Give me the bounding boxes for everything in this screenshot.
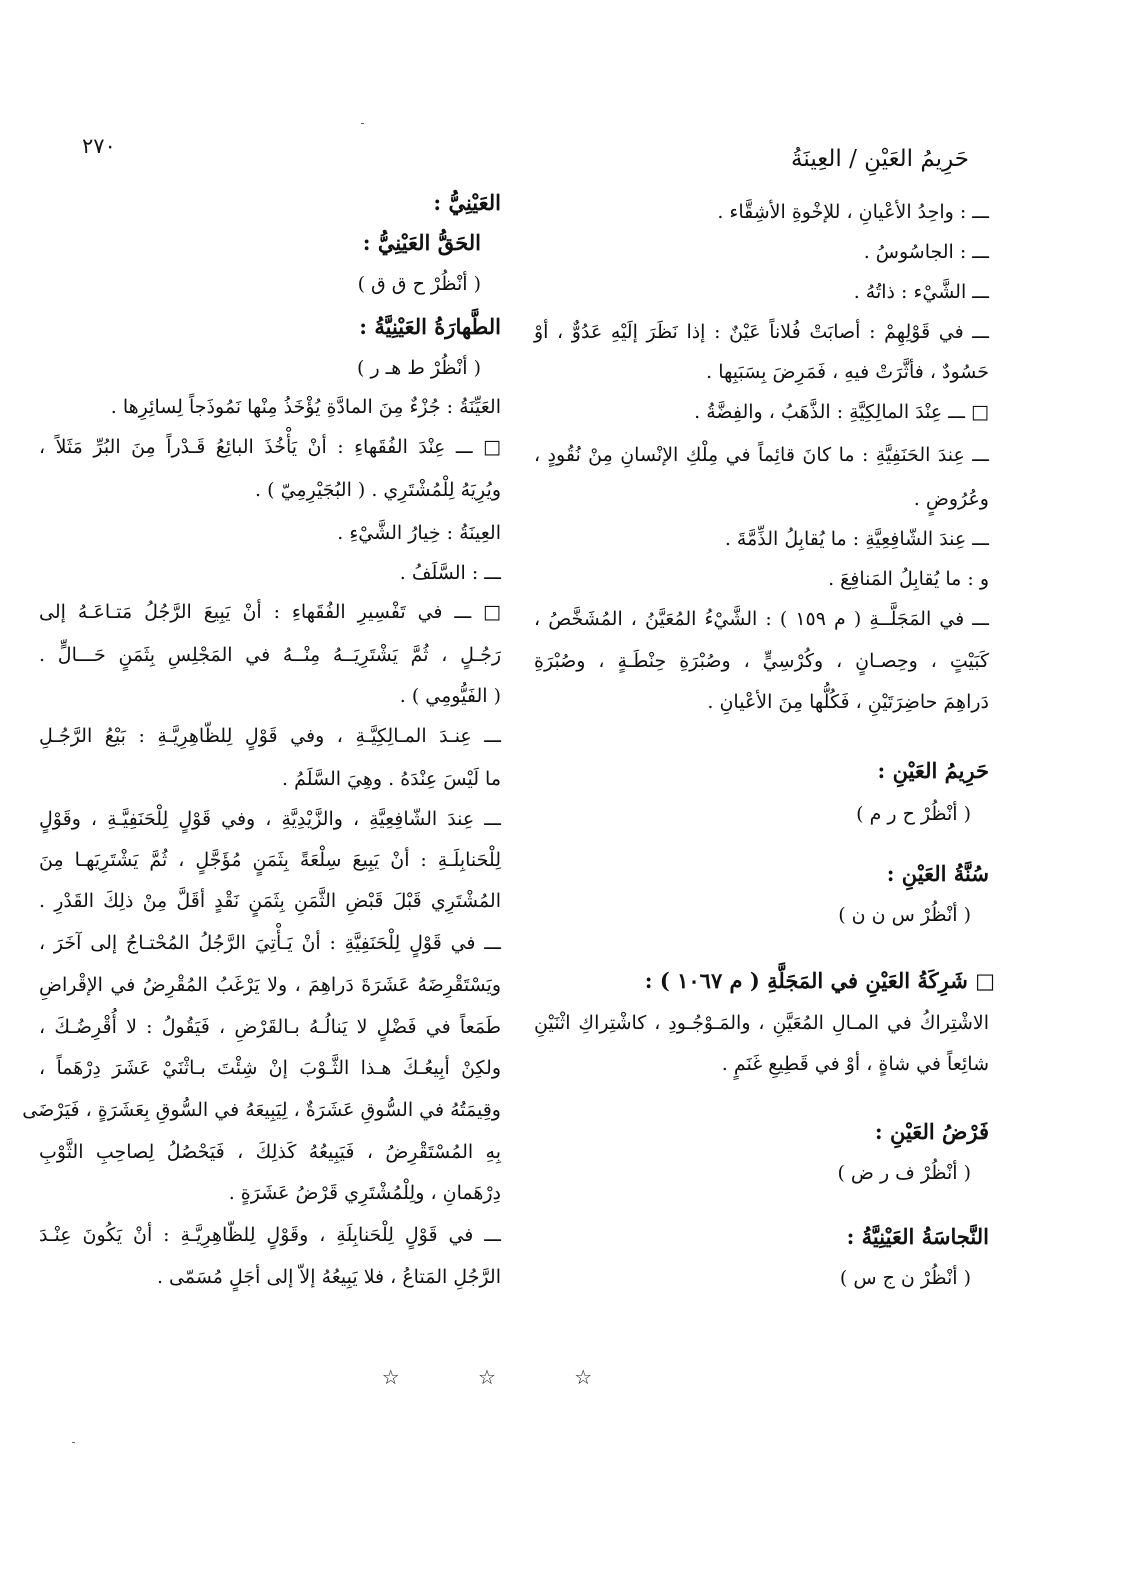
- text-line: □ ـــ عِنْدَ المالِكِيَّةِ : الذَّهَبُ ، والفِضَّةُ .: [694, 401, 989, 423]
- entry-title-harim: حَرِيمُ العَيْنِ :: [877, 758, 989, 783]
- text-line: ما لَيْسَ عِنْدَهُ . وهِيَ السَّلَمُ .: [281, 768, 501, 790]
- entry-title-najasa: النَّجاسَةُ العَيْنِيَّةُ :: [846, 1224, 989, 1249]
- text-line: ( الفَيُّومِي ) .: [399, 685, 501, 707]
- text-line: ـــ عِنـدَ المـالِكِيَّـةِ ، وفي قَوْلٍ لِلظّاهِرِيَّـةِ : بَيْعُ الرَّجُـلِ: [39, 725, 501, 747]
- text-line: ويُرِيَهُ لِلْمُشْتَرِي . ( البُجَيْرِمِيّ ) .: [255, 479, 501, 501]
- running-head: حَرِيمُ العَيْنِ / العِينَةُ: [791, 146, 969, 172]
- text-line: ـــ الشَّيْء : ذاتُهُ .: [853, 281, 989, 303]
- entry-title-shirka: □ شَرِكَةُ العَيْنِ في المَجَلَّةِ ( م ١٠٦٧ ) :: [644, 968, 995, 993]
- text-line: دِرْهَمانِ ، ولِلْمُشْتَرِي قَرْضُ عَشَرَةٍ .: [228, 1182, 501, 1204]
- text-line: حَسُودٌ ، فأثَّرَتْ فيهِ ، فَمَرِضَ بِسَبَبِها .: [706, 361, 989, 383]
- text-line: الرَّجُلِ المَتاعُ ، فلا يَبِيعُهُ إلاّ إلى أجَلٍ مُسَمّى .: [156, 1266, 501, 1288]
- cross-reference: ( أنْظُرْ ح ر م ): [856, 803, 971, 825]
- text-line: وعُرُوضٍ .: [913, 488, 989, 510]
- entry-title-ayni: العَيْنِيُّ :: [433, 190, 501, 215]
- text-line: ولكِنْ أبِيعُـكَ هـذا الثَّـوْبَ إنْ شِئْتَ بـاثْنَيْ عَشَرَ دِرْهَماً ،: [39, 1057, 501, 1079]
- text-line: ويَسْتَقْرِضَهُ عَشَرَةَ دَراهِمَ ، ولا يَرْغَبُ المُقْرِضُ في الإقْراضِ: [39, 974, 501, 996]
- text-line: رَجُـلٍ ، ثُمَّ يَشْتَرِيَــهُ مِنْــهُ في المَجْلِسِ بِثَمَنٍ حَـــالٍّ .: [39, 644, 501, 666]
- text-line: و : ما يُقابِلُ المَنافِعَ .: [828, 568, 989, 590]
- page-number: ٢٧٠: [82, 134, 116, 158]
- text-line: ـــ في قَوْلِهِمْ : أصابَتْ فُلاناً عَيْنٌ : إذا نَظَرَ إلَيْهِ عَدُوٌّ ، أوْ: [534, 321, 989, 343]
- text-line: بِهِ المُسْتَقْرِضُ ، فَيَبِيعُهُ كَذلِكَ ، فَيَحْصُلُ لِصاحِبِ الثَّوْبِ: [39, 1141, 501, 1163]
- text-line: ـــ في قَوْلٍ لِلْحَنَفِيَّةِ : أنْ يَـأْتِيَ الرَّجُلُ المُحْتـاجُ إلى آخَرَ ،: [39, 932, 501, 954]
- text-line: العِينَةُ : خِيارُ الشَّيْءِ .: [337, 522, 501, 544]
- text-line: العَيِّنَةُ : جُزْءٌ مِنَ المادَّةِ يُؤْخَذُ مِنْها نَمُوذَجاً لِسائِرِها .: [110, 396, 501, 418]
- text-line: ـــ : السَّلَفُ .: [399, 562, 501, 584]
- cross-reference: ( أنْظُرْ ط هـ ر ): [357, 357, 481, 379]
- entry-title-haqq: الحَقُّ العَيْنِيُّ :: [362, 230, 481, 255]
- text-line: □ ـــ في تَفْسِيرِ الفُقَهاءِ : أنْ يَبِيعَ الرَّجُلُ مَتـاعَـهُ إلى: [39, 601, 501, 623]
- text-line: □ ـــ عِنْدَ الفُقَهاءِ : أنْ يَأْخُذَ البائِعُ قَـدْراً مِنَ البُرِّ مَثَلاً ،: [39, 436, 501, 458]
- cross-reference: ( أنْظُرْ ف ر ض ): [837, 1162, 971, 1184]
- text-line: ـــ : الجاسُوسُ .: [863, 241, 989, 263]
- scan-speck: [361, 123, 364, 124]
- text-line: المُشْتَرِي قَبْلَ قَبْضِ الثَّمَنِ بِثَمَنٍ نَقْدٍ أقَلَّ مِنْ ذلِكَ القَدْرِ .: [39, 890, 501, 912]
- text-line: الاشْتِراكُ في المـالِ المُعَيَّنِ ، والمَـوْجُـودِ ، كاشْتِراكِ اثْنَيْنِ: [534, 1012, 989, 1034]
- text-line: ـــ عِندَ الشّافِعِيَّةِ ، والزَّيْدِيَّةِ ، وفي قَوْلٍ لِلْحَنَفِيَّـةِ ، وقَوْلٍ: [39, 808, 501, 830]
- text-line: ـــ : واحِدُ الأعْيانِ ، للإخْوةِ الأشِقَّاء .: [717, 201, 989, 223]
- text-line: دَراهِمَ حاضِرَتَيْنِ ، فَكُلُّها مِنَ الأعْيانِ .: [707, 691, 989, 713]
- text-line: ـــ في المَجَلَّــةِ ( م ١٥٩ ) : الشَّيْءُ المُعَيَّنُ ، المُشَخَّصُ ،: [534, 608, 989, 630]
- text-line: شائِعاً في شاةٍ ، أوْ في قَطِيعِ غَنَمٍ .: [721, 1053, 989, 1075]
- text-line: ـــ في قَوْلٍ لِلْحَنابِلَةِ ، وقَوْلٍ لِلظّاهِرِيَّـةِ : أنْ يَكُونَ عِنْـدَ: [39, 1224, 501, 1246]
- cross-reference: ( أنْظُرْ ن ج س ): [839, 1267, 971, 1289]
- text-line: كَبَيْتٍ ، وحِصـانٍ ، وكُرْسِيٍّ ، وصُبْرَةِ حِنْطَـةٍ ، وصُبْرَةِ: [534, 650, 989, 672]
- entry-title-sunna: سُنَّةُ العَيْنِ :: [886, 861, 989, 886]
- entry-title-tahara: الطَّهارَةُ العَيْنِيَّةُ :: [359, 314, 501, 339]
- text-line: وقِيمَتُهُ في السُّوقِ عَشَرَةٌ ، لِيَبِيعَهُ في السُّوقِ بِعَشَرَةٍ ، فَيَرْضَى: [22, 1099, 501, 1121]
- cross-reference: ( أنْظُرْ ح ق ق ): [357, 273, 481, 295]
- text-line: ـــ عِندَ الشّافِعِيَّةِ : ما يُقابِلُ الذِّمَّةَ .: [724, 528, 989, 550]
- text-line: طَمَعاً في فَضْلٍ لا يَنالُـهُ بـالقَرْضِ ، فَيَقُولُ : لا أُقْرِضُـكَ ،: [39, 1016, 501, 1038]
- entry-title-fard: فَرْضُ العَيْنِ :: [874, 1119, 989, 1144]
- text-line: ـــ عِندَ الحَنَفِيَّةِ : ما كانَ قائِماً في مِلْكِ الإنْسانِ مِنْ نُقُودٍ ،: [534, 444, 989, 466]
- text-line: لِلْحَنابِلَـةِ : أنْ يَبِيعَ سِلْعَةً بِثَمَنٍ مُؤَجَّلٍ ، ثُمَّ يَشْتَرِيَهـا مِنَ: [39, 849, 501, 871]
- cross-reference: ( أنْظُرْ س ن ن ): [838, 904, 971, 926]
- section-end-ornament: ☆ ☆ ☆: [381, 1365, 629, 1389]
- scan-speck: [72, 1442, 75, 1443]
